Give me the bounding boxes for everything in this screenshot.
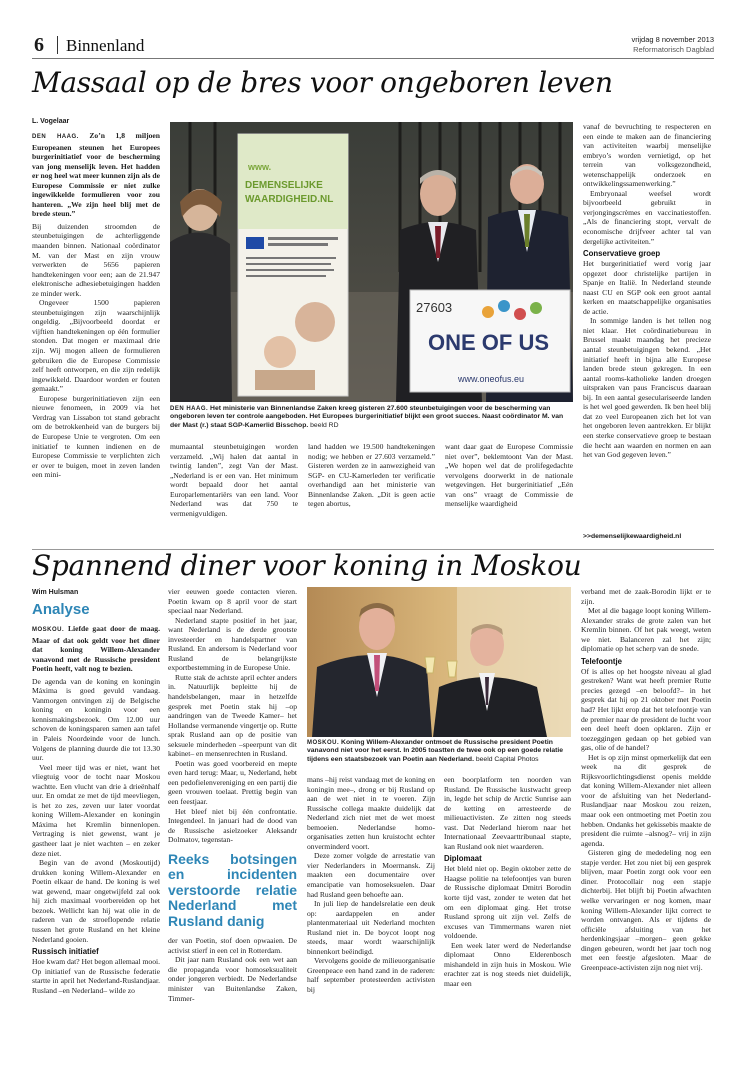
article2-right-col (581, 587, 711, 1064)
article1-caption (170, 405, 573, 430)
article2-col1 (32, 624, 160, 1064)
press-photo-petition (170, 122, 573, 402)
article2-headline: Spannend diner voor koning in Moskou (32, 549, 582, 582)
issue-date: vrijdag 8 november 2013 (631, 35, 714, 44)
article2-paragraph: mans –hij reist vandaag met de koning en koningin mee–, drong er bij Rusland op aan de wet niet in te voeren. Zijn Russische collega maakte duidelijk dat Nederland zich niet met de wet moest bemoeien. Nederlandse homo-organisaties zetten hun kruistocht echter onverminderd voort. (307, 775, 435, 851)
article2-caption (307, 739, 571, 764)
article2-paragraph: Of is alles op het hoogste niveau al glad gestreken? Want wat heeft premier Rutte precies gezegd –en beloofd?– in het gesprek dat hij op 21 oktober met Poetin had? Het lijkt erop dat het telefoontje van de premier naar de president de lucht voor een deel heeft doen opklaren. Zijn er toezeggingen gedaan op het gebied van gas, olie of de handel? (581, 666, 711, 753)
page-number: 6 (34, 34, 44, 56)
article2-paragraph: Begin van de avond (Moskoutijd) drukken koning Willem-Alexander en Poetin elkaar de hand. De koning is wel wat gewend, maar ongetwijfeld zal ook hij zich maximaal voorbereiden op het bezoek. Wellicht kan hij wat olie in de raderen van de stroeflopende relatie tussen het grote Rusland en het kleine Nederland gooien. (32, 858, 160, 944)
article2-paragraph: Het bleef niet bij één confrontatie. Integendeel. In januari had de dood van de Russische asielzoeker Aleksandr Dolmatov, tegenstan- (168, 806, 297, 845)
article1-col4 (445, 442, 573, 544)
article2-paragraph: Met al die bagage loopt koning Willem-Alexander straks de grote zalen van het Kremlin binnen. Of het pak weegt, weten we niet. Balanceren zal het zijn; diplomatie op het scherp van de snede. (581, 606, 711, 654)
article2-paragraph: De agenda van de koning en koningin Máxima is goed gevuld vandaag. Vanmorgen ontvingen zij de Belgische koning en koningin voor een kennismakingsbezoek. Om 12.00 uur schoven de koningsparen samen aan tafel in Paleis Noordeinde voor de lunch. Volgens de planning duurde die tot 13.30 uur. (32, 676, 160, 763)
article2-paragraph: verband met de zaak-Borodin lijkt er te zijn. (581, 587, 711, 606)
article2-paragraph: een boorplatform ten noorden van Rusland. De Russische kustwacht greep in, legde het schip de Arctic Sunrise aan de ketting en arresteerde de milieuactivisten. Ze zitten nog steeds vast. Dat Nederland hierom naar het Internationaal Zeevaarttribunaal stapte, kan Rusland ook niet waarderen. (444, 775, 571, 851)
article2-subhead: Telefoontje (581, 656, 623, 666)
article1-subhead: Conservatieve groep (583, 249, 661, 259)
paper-name: Reformatorisch Dagblad (633, 45, 714, 54)
caption-text: Koning Willem-Alexander ontmoet de Russische president Poetin vanavond niet voor het eerst. In 2005 toastten de twee ook op een goede relatie tijdens een staatsbezoek van Poetin aan Nederland. (307, 739, 564, 763)
article1-paragraph: vanaf de bevruchting te respecteren en een einde te maken aan de financiering van activiteiten waarbij menselijke embryo’s worden vernietigd, op het terrein van volksgezondheid, wetenschappelijk onderzoek en ontwikkelingssamenwerking.” (583, 122, 711, 189)
article2-photo (307, 587, 571, 737)
article2-paragraph: vier eeuwen goede contacten vieren. Poetin kwam op 8 april voor de start speciaal naar Nederland. (168, 587, 297, 616)
caption-text: Het ministerie van Binnenlandse Zaken kreeg gisteren 27.600 steunbetuigingen voor de bescherming van ongeboren leven ter controle aangeboden. Het Europees burgerinitiatief blijkt een groot succes. Naast coördinator M. van der Mast (r.) staat SGP-Kamerlid Bisschop. (170, 405, 564, 429)
article1-photo (170, 122, 573, 402)
article2-paragraph: Een week later werd de Nederlandse diplomaat Onno Elderenbosch mishandeld in zijn huis in Moskou. Wie erachter zat is nog steeds niet duidelijk, maar een (444, 940, 571, 988)
article2-paragraph: Het bleld niet op. Begin oktober zette de Haagse politie na telefoontjes van buren de Russische diplomaat Dmitri Borodin korte tijd vast, zonder te weten dat het om een diplomaat ging. Het trotse Rusland sprong uit zijn vel. Zelfs de excuses van Timmermans waren niet voldoende. (444, 864, 571, 941)
article2-paragraph: In juli liep de handelsrelatie een deuk op: aardappelen en ander plantenmateriaal uit Nederland mochten Rusland niet in. De boycot loopt nog steeds, maar wordt waarschijnlijk binnenkort beëindigd. (307, 899, 435, 956)
header-rule (32, 58, 714, 59)
banner-www: www. (248, 162, 272, 172)
header-divider (57, 36, 58, 54)
article1-paragraph: land hadden we 19.500 handtekeningen nodig; we hebben er 27.603 verzameld.” Gisteren werden ze in aanwezigheid van SGP- en CU-Kamerleden ter verificatie overhandigd aan het ministerie van Binnenlandse Zaken. „Dit is geen actie tegen abortus, (308, 442, 435, 509)
article2-col3 (307, 775, 435, 1064)
article2-paragraph: Deze zomer volgde de arrestatie van vier Nederlanders in Moermansk. Zij maakten een documentaire over emancipatie van homoseksuelen. Daar had Rusland geen behoefte aan. (307, 851, 435, 899)
caption-dateline: DEN HAAG. (170, 406, 209, 412)
article2-paragraph: Hoe kwam dat? Het begon allemaal mooi. Op initiatief van de Russische federatie startte in april het Nederland-Ruslandjaar. Rusland –en Nederland– wilde zo (32, 957, 160, 995)
article2-subhead: Diplomaat (444, 854, 482, 864)
article1-headline: Massaal op de bres voor ongeboren leven (32, 66, 613, 99)
article2-paragraph: Vervolgens gooide de milieuorganisatie Greenpeace een hand zand in de raderen: half september protesteerden activisten bij (307, 956, 435, 995)
caption-dateline: MOSKOU. (307, 740, 340, 746)
article1-paragraph: Het burgerinitiatief werd vorig jaar opgezet door christelijke partijen in Spanje en Italië. In Nederland steunde naast CU en SGP ook een groot aantal kerken en maatschappelijke organisaties de actie. (583, 259, 711, 316)
article2-col2 (168, 587, 297, 1064)
article1-paragraph: Europese burgerinitiatieven zijn een nieuwe fenomeen, in 2009 via het Verdrag van Lissabon tot stand gebracht om de betrokkenheid van de burgers bij de Europese Unie te vergroten. Om een initiatief te kunnen indienen en de Europese Commissie te verplichten zich er over te buigen, moet in zeven landen een mini- (32, 393, 160, 480)
article2-paragraph: Dit jaar nam Rusland ook een wet aan die propaganda voor homoseksualiteit onder jongeren verbiedt. De Nederlandse minister van Buitenlandse Zaken, Timmer- (168, 955, 297, 1003)
analyse-kicker: Analyse (32, 601, 90, 618)
article2-subhead: Russisch initiatief (32, 947, 99, 957)
article1-col2 (170, 442, 298, 544)
article1-right-col (583, 122, 711, 532)
article1-paragraph: Embryonaal weefsel wordt bijvoorbeeld gebruikt in verjongingscrèmes en vaccinatiestoffen. „Als de financiering stopt, vervalt de economische drijfveer achter tal van dergelijke activiteiten.” (583, 188, 711, 246)
sign-slogan: ONE OF US (428, 330, 550, 355)
article1-col3 (308, 442, 435, 544)
article2-paragraph: Gisteren ging de mededeling nog een stapje verder. Het zou niet bij een gesprek blijven, maar Poetin zorgt ook voor een diner. Protocollair nog een stapje dichterbij. Het blijft bij Poetin afwachten welke vervaringen er nog komen, maar koning Willem-Alexander lijkt correct te worden ontvangen. Als er tijdens de officiële afsluiting van het herdenkingsjaar –morgen– geen gekke dingen gebeuren, wordt het jaar toch nog met een feestje afgesloten. Maar de Greenpeace-activisten zijn nog niet vrij. (581, 848, 711, 972)
caption-credit: beeld Capital Photos (473, 755, 539, 763)
article2-dateline: MOSKOU. (32, 627, 65, 633)
article2-lead: Liefde gaat door de maag. Maar of dat ook geldt voor het diner dat koning Willem-Alexander vanavond met de Russische president Poetin heeft, valt nog te bezien. (32, 624, 160, 674)
article1-weblink[interactable]: >>demenselijkewaardigheid.nl (583, 533, 682, 540)
article1-dateline: DEN HAAG. (32, 134, 79, 140)
article2-paragraph: der van Poetin, stof doen opwaaien. De activist stierf in een cel in Rotterdam. (168, 936, 297, 955)
article1-paragraph: want daar gaat de Europese Commissie niet over”, beklemtoont Van der Mast. „We hopen wel dat de prolifegedachte vervolgens doorwerkt in de nationale wetgevingen. Het burgerinitiatief „Eén van ons” vraagt de Commissie de menselijke waardigheid (445, 442, 573, 509)
article1-lead: Zo’n 1,8 miljoen Europeanen steunen het Europees burgerinitiatief voor de bescherming van jong menselijk leven. Het hadden er nog heel wat meer kunnen zijn als de Europese Commissie er niet zulke ingewikkelde formulieren voor zou hanteren. „We zijn heel blij met de brede steun.” (32, 131, 160, 219)
article2-paragraph: Het is op zijn minst opmerkelijk dat een week na dit gesprek de Rijksvoorlichtingsdienst openis meldde dat koning Willem-Alexander niet alleen voor de afsluiting van het Nederland-Ruslandjaar naar Moskou zou reizen, maar ook een ontmoeting met Poetin zou hebben. Ondanks het gekissebis maakte de president die ruimte –alsnog?– vrij in zijn agenda. (581, 752, 711, 848)
banner-line: DEMENSELIJKE (245, 180, 323, 191)
article2-paragraph: Poetin was goed voorbereid en mepte even hard terug: Maar, u, Nederland, hebt een pedofielenvereniging en een partij die geen vrouwen toelaat. Prettig begin van een feestjaar. (168, 758, 297, 807)
caption-credit: beeld RD (308, 421, 339, 429)
sign-count: 27603 (416, 300, 453, 315)
article2-byline: Wim Hulsman (32, 589, 79, 596)
section-title: Binnenland (66, 36, 145, 55)
article1-byline: L. Vogelaar (32, 118, 70, 125)
article2-intertitle: Reeks botsingen en incidenten verstoorde relatie Nederland met Rusland danig (168, 850, 297, 929)
article2-col4 (444, 775, 571, 1064)
press-photo-toast (307, 587, 571, 737)
article1-col1 (32, 131, 160, 544)
article2-paragraph: Rutte stak de achtste april echter anders in. Natuurlijk bepleitte hij de handelsbelangen, maar in hetzelfde gesprek met Poetin stak hij –op aandringen van de Tweede Kamer– het Hollandse vermanende vingertje op. Rutte sprak Rusland aan op de positie van seksuele minderheden –speerpunt van dit kabinet– en mensenrechten in Rusland. (168, 672, 297, 759)
article2-paragraph: Nederland stapte positief in het jaar, want Nederland is de derde grootste investeerder en handelspartner van Rusland. En andersom is Nederland voor Rusland de belangrijkste exportbestemming in de Europese Unie. (168, 615, 297, 673)
banner-line: WAARDIGHEID.NL (245, 194, 334, 205)
article2-paragraph: Veel meer tijd was er niet, want het vliegtuig voor de tocht naar Moskou wachtte. Een vlucht van drie à drieënhalf uur. En omdat ze met de tijd meevliegen, is het zo zes, zeven uur later voordat koning Willem-Alexander en koningin Máxima het Kremlin binnenlopen. Vertraging is niet gewenst, want je gastheer laat je niet wachten – en zeker deze niet. (32, 762, 160, 858)
article1-paragraph: Bij duizenden stroomden de steunbetuigingen de achterliggende maanden binnen. Nationaal coördinator M. van der Mast en zijn vrouw verwerkten de 5656 papieren handtekeningen voor een; aan de 21.947 elektronische adhesiebetuigingen hadden ze minder werk. (32, 221, 160, 298)
article1-paragraph: Ongeveer 1500 papieren steunbetuigingen zijn waarschijnlijk ongeldig. „Bijvoorbeeld doordat er vijftien handtekeningen op één formulier stonden. Dat mogen er maximaal drie zijn. Wij mogen alleen de formulieren gebruiken die de Europese Commissie zelf heeft ontworpen, en die zijn redelijk ingewikkeld. Daardoor worden er fouten gemaakt.” (32, 298, 160, 394)
article1-paragraph: In sommige landen is het tellen nog niet klaar. Het coördinatiebureau in Brussel maakt maandag het precieze aantal steunbetuigingen bekend. „Het initiatief heeft in bijna alle Europese landen brede steun gekregen. In een aantal rooms-katholieke landen droegen uitspraken van paus Franciscus daaraan bij. In een aantal geseculariseerde landen is het wel goed gewerden. Ik ben heel blij dat zo veel Europeanen zich het lot van het ongeboren leven aantrekken. Er blijkt een sterke conservatieve groep te bestaan die hecht aan waarden en normen en aan het van God gegeven leven.” (583, 316, 711, 460)
article1-paragraph: mumaantal steunbetuigingen worden verzameld. „Wij halen dat aantal in twintig landen”, zegt Van der Mast. „Nederland is er een van. Het minimum wordt bepaald door het aantal Europarlementariërs van een land. Voor Nederland was dat 750 te vermenigvuldigen. (170, 442, 298, 518)
sign-url: www.oneofus.eu (458, 374, 525, 384)
